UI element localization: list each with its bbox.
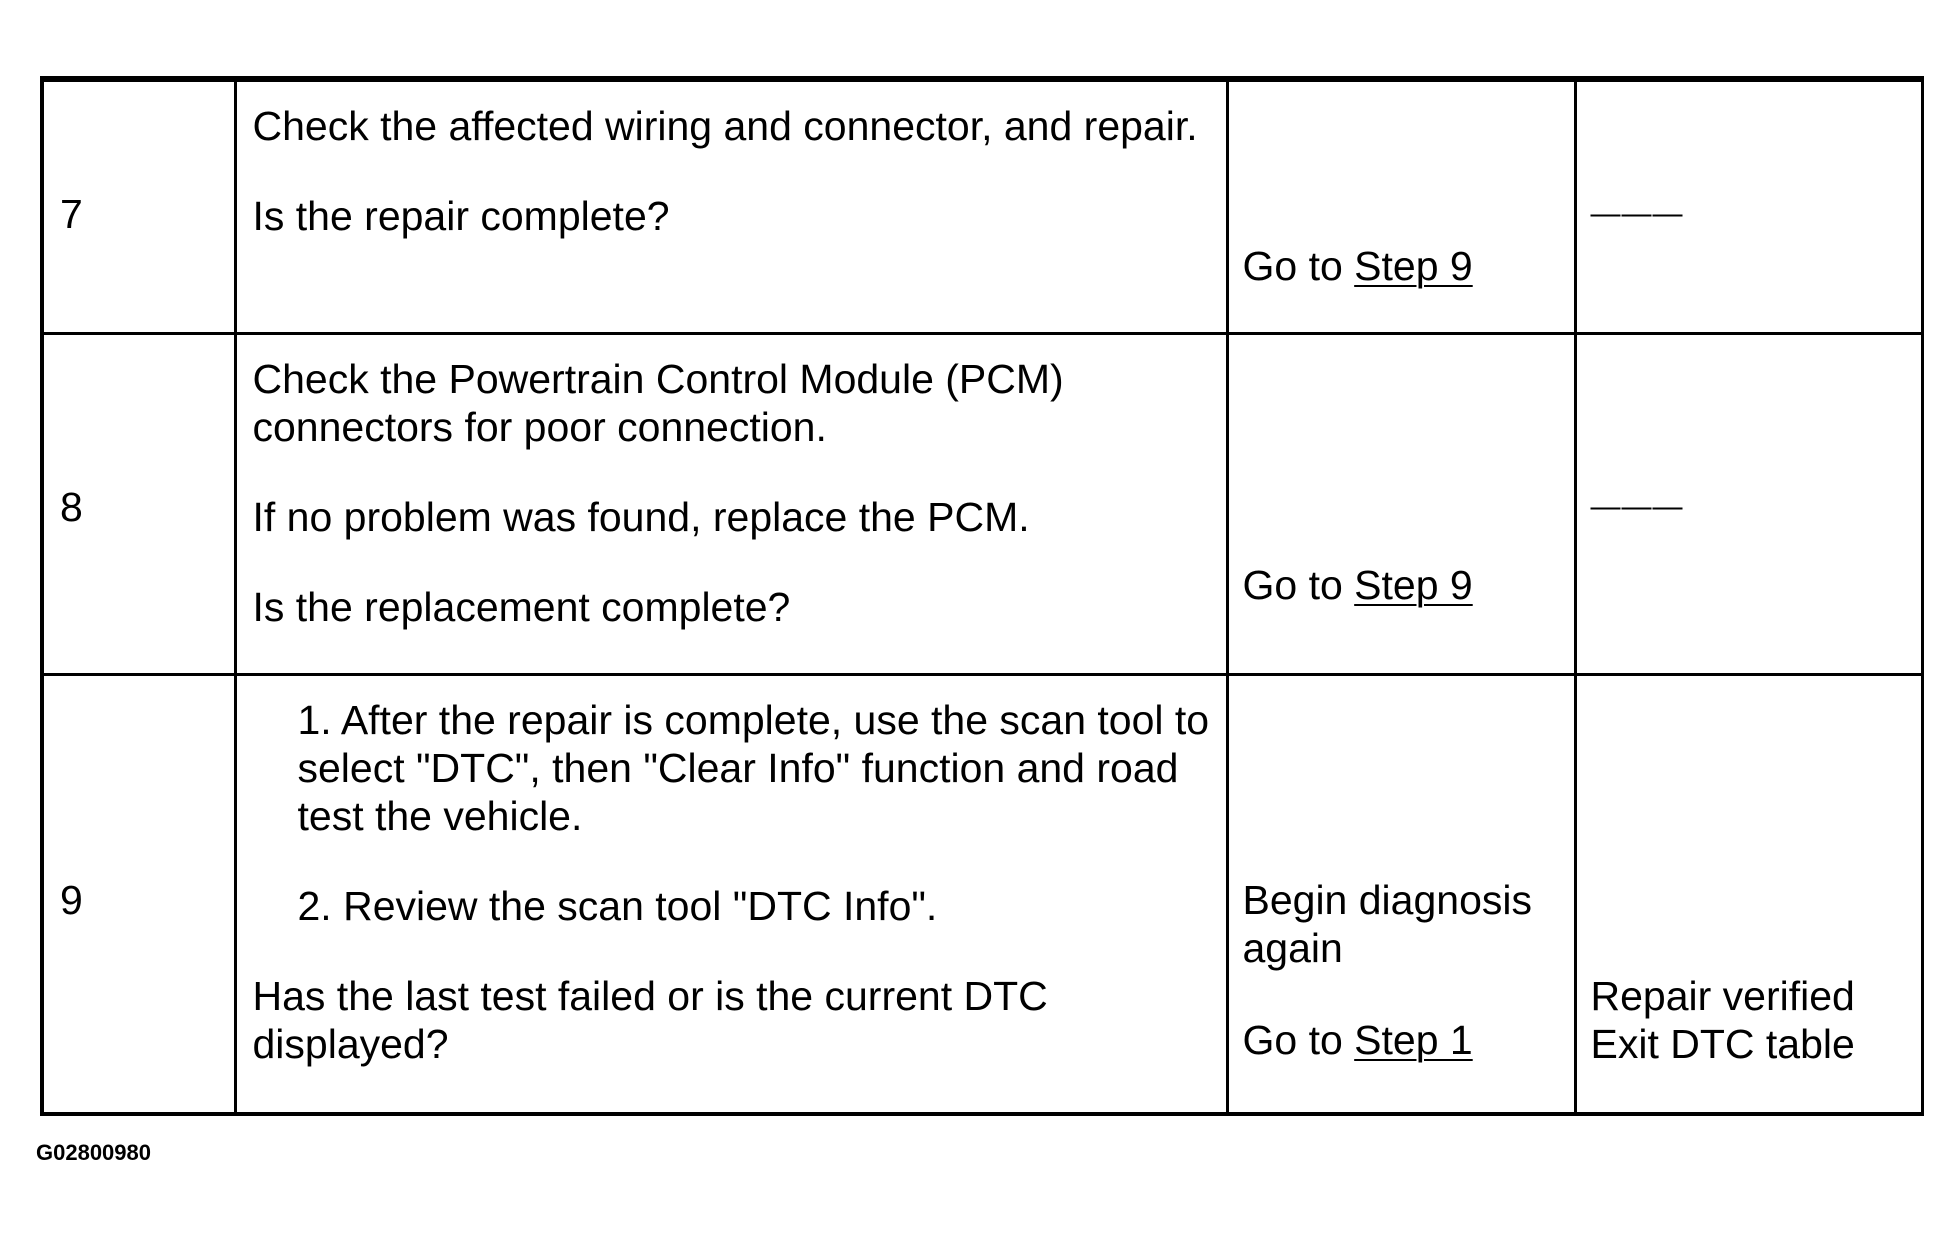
no-result-empty: ——— [1590,197,1684,230]
yes-result-text: Begin diagnosis again [1242,877,1532,971]
no-cell [1575,675,1922,1115]
yes-cell [1227,79,1575,334]
list-item: 1. After the repair is complete, use the scan tool to select "DTC", then "Clear Info" function and road test the vehicle. [297,697,1210,839]
yes-cell [1227,675,1575,1115]
step-cell [42,675,235,1115]
goto-prefix: Go to [1242,1017,1355,1063]
step-cell [42,79,235,334]
action-question: Is the replacement complete? [252,584,791,630]
no-result [1591,972,1911,1068]
action-cell [235,79,1227,334]
list-item: 2. Review the scan tool "DTC Info". [297,883,938,929]
step-link[interactable]: Step 1 [1354,1017,1473,1063]
action-list [253,696,1210,930]
step-link[interactable]: Step 9 [1354,243,1473,289]
step-number: 9 [60,877,83,923]
action-question: Has the last test failed or is the current DTC displayed? [252,973,1048,1067]
step-number: 8 [60,484,83,530]
yes-result [1243,561,1564,609]
action-text: Check the affected wiring and connector, and repair. [252,103,1198,149]
no-result-empty: ——— [1590,490,1684,523]
no-cell [1575,79,1922,334]
step-link[interactable]: Step 9 [1354,562,1473,608]
figure-id: G02800980 [36,1140,151,1165]
action-text: If no problem was found, replace the PCM. [252,494,1030,540]
goto-prefix: Go to [1242,562,1355,608]
goto-prefix: Go to [1242,243,1355,289]
step-number: 7 [60,191,83,237]
yes-result [1243,1016,1564,1064]
no-result-line: Repair verified [1590,973,1855,1019]
diagnostic-table-container [40,76,1920,1116]
table-row-step-7 [42,79,1922,334]
action-question: Is the repair complete? [252,193,670,239]
diagnostic-table [40,76,1924,1116]
yes-result [1243,242,1564,290]
table-row-step-9 [42,675,1922,1115]
action-text: Check the Powertrain Control Module (PCM) connectors for poor connection. [252,356,1064,450]
table-row-step-8 [42,334,1922,675]
action-cell [235,675,1227,1115]
yes-cell [1227,334,1575,675]
action-cell [235,334,1227,675]
step-cell [42,334,235,675]
no-cell [1575,334,1922,675]
no-result-line: Exit DTC table [1590,1021,1855,1067]
